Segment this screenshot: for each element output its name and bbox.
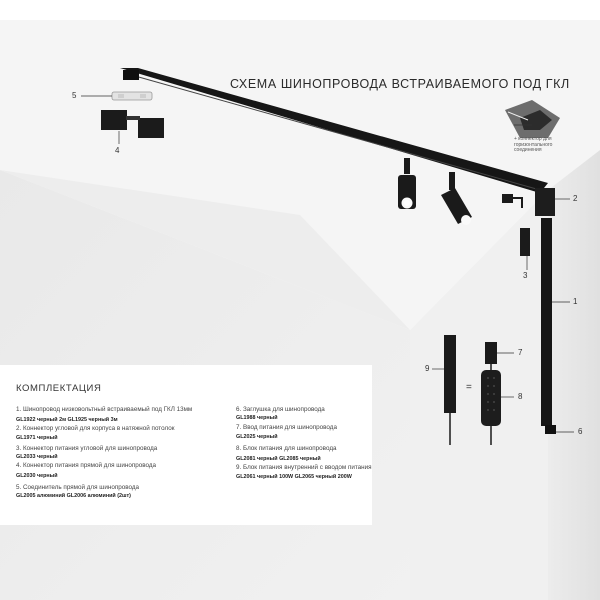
kit-item-name: 1. Шинопровод низковольтный встраиваемый под ГКЛ 13мм [16, 406, 193, 413]
kit-item-codes: GL2061 черный 100W GL2065 черный 200W [236, 474, 352, 480]
kit-title: КОМПЛЕКТАЦИЯ [16, 383, 102, 394]
connector-note: + коннектор для горизонтального соединения [514, 136, 553, 153]
kit-item-name: 5. Соединитель прямой для шинопровода [16, 484, 140, 491]
right-wall [548, 150, 600, 600]
straight-connector [112, 92, 152, 100]
callout-7: 7 [518, 348, 523, 357]
power-input [485, 342, 497, 364]
kit-item-name: 2. Коннектор угловой для корпуса в натяжной потолок [16, 425, 175, 432]
kit-item-name: 8. Блок питания для шинопровода [236, 445, 337, 452]
callout-6: 6 [578, 427, 583, 436]
kit-item-name: 4. Коннектор питания прямой для шинопровода [16, 462, 157, 469]
kit-item-codes: GL2033 черный [16, 454, 58, 460]
callout-9: 9 [425, 364, 430, 373]
callout-2: 2 [573, 194, 578, 203]
callout-4: 4 [115, 146, 120, 155]
equals-sign: = [466, 382, 472, 393]
kit-item-name: 7. Ввод питания для шинопровода [236, 424, 337, 431]
callout-5: 5 [72, 91, 77, 100]
kit-item-name: 6. Заглушка для шинопровода [236, 406, 325, 413]
callout-3: 3 [523, 271, 528, 280]
end-cap [545, 425, 556, 434]
kit-item-codes: GL2030 черный [16, 473, 58, 479]
ceiling-end-cap [123, 70, 139, 80]
kit-item-codes: GL2081 черный GL2085 черный [236, 456, 321, 462]
kit-item-name: 9. Блок питания внутренний с вводом питания [236, 464, 372, 471]
wall-track [541, 218, 552, 426]
corner-connector [535, 188, 555, 216]
kit-item-codes: GL2005 алюминий GL2006 алюминий (2шт) [16, 493, 131, 499]
callout-1: 1 [573, 297, 578, 306]
callout-8: 8 [518, 392, 523, 401]
kit-item-codes: GL1922 черный 2м GL1925 черный 3м [16, 417, 118, 423]
kit-item-name: 3. Коннектор питания угловой для шинопровода [16, 445, 158, 452]
kit-item-codes: GL2025 черный [236, 434, 278, 440]
diagram-title: СХЕМА ШИНОПРОВОДА ВСТРАИВАЕМОГО ПОД ГКЛ [230, 77, 570, 91]
kit-item-codes: GL1988 черный [236, 415, 278, 421]
kit-item-codes: GL1971 черный [16, 435, 58, 441]
